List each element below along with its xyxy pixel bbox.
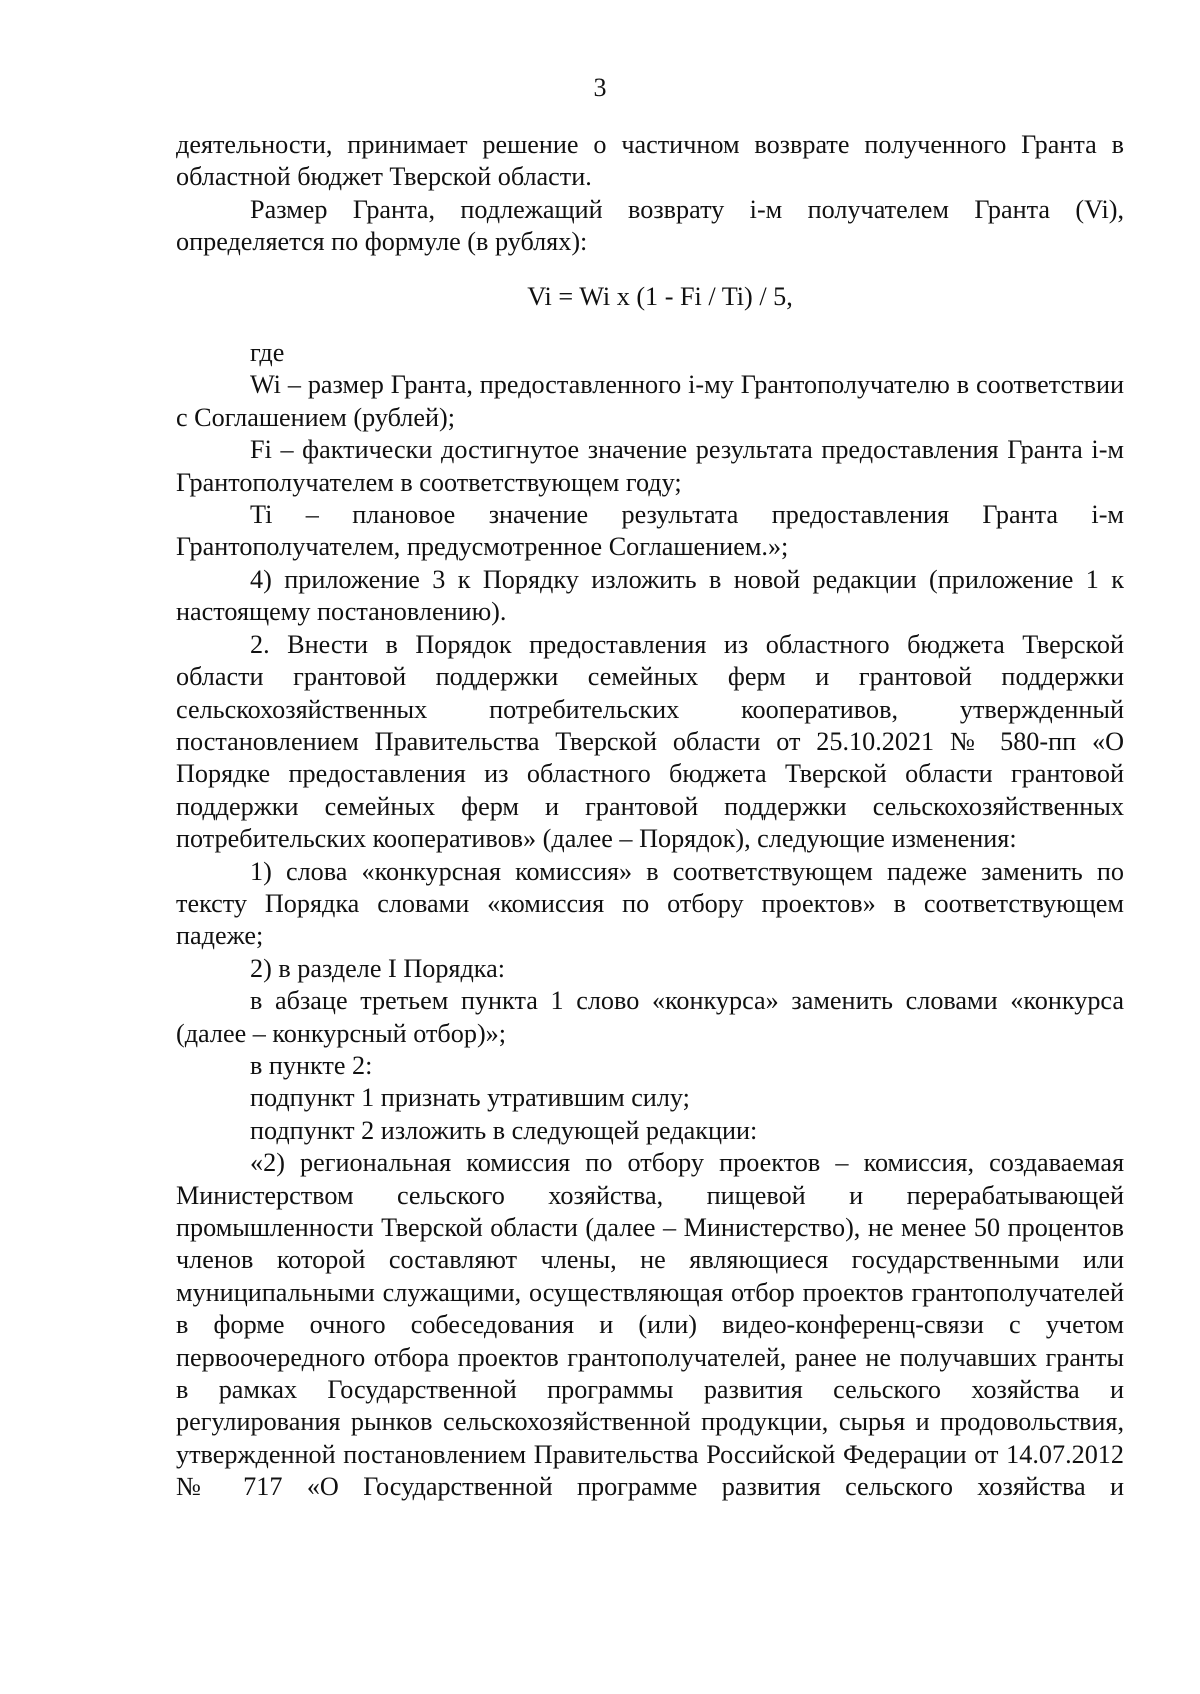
paragraph-subclause-2: подпункт 2 изложить в следующей редакции:	[250, 1115, 758, 1145]
paragraph-regional-commission: «2) региональная комиссия по отбору проектов – комиссия, создаваемая Министерством сельского хозяйства, пищевой и перерабатывающей промышленности Тверской области (далее – Министерство), не менее 50 процентов членов которой составляют члены, не являющиеся государственными или муниципальными служащими, осуществляющая отбор проектов грантополучателей в форме очного собеседования и (или) видео-конференц-связи с учетом первоочередного отбора проектов грантополучателей, ранее не получавших гранты в рамках Государственной программы развития сельского хозяйства и регулирования рынков сельскохозяйственной продукции, сырья и продовольствия, утвержденной постановлением Правительства Российской Федерации от 14.07.2012 № 717 «О Государственной программе развития сельского хозяйства и	[176, 1148, 1124, 1502]
paragraph-clause-1: в абзаце третьем пункта 1 слово «конкурса» заменить словами «конкурса (далее – конкурсный отбор)»;	[176, 986, 1124, 1048]
page-number: 3	[593, 73, 607, 102]
paragraph-subitem-1: 1) слова «конкурсная комиссия» в соответствующем падеже заменить по тексту Порядка словами «комиссия по отбору проектов» в соответствующем падеже;	[176, 856, 1124, 951]
definition-fi: Fi – фактически достигнутое значение результата предоставления Гранта i-м Грантополучателем в соответствующем году;	[176, 435, 1124, 497]
paragraph-where: где	[250, 338, 285, 368]
paragraph-subclause-1: подпункт 1 признать утратившим силу;	[250, 1083, 690, 1113]
definition-ti: Ti – плановое значение результата предоставления Гранта i-м Грантополучателем, предусмотренное Соглашением.»;	[176, 500, 1124, 562]
paragraph-return-size: Размер Гранта, подлежащий возврату i-м получателем Гранта (Vi), определяется по формуле (в рублях):	[176, 194, 1124, 257]
paragraph-item-4: 4) приложение 3 к Порядку изложить в новой редакции (приложение 1 к настоящему постановлению).	[176, 564, 1124, 627]
formula: Vi = Wi x (1 - Fi / Ti) / 5,	[527, 281, 793, 311]
definition-wi: Wi – размер Гранта, предоставленного i-му Грантополучателю в соответствии с Соглашением (рублей);	[176, 370, 1124, 432]
paragraph-clause-2: в пункте 2:	[250, 1050, 373, 1080]
paragraph-return-decision: деятельности, принимает решение о частичном возврате полученного Гранта в областной бюджет Тверской области.	[176, 130, 1124, 192]
paragraph-subitem-2: 2) в разделе I Порядка:	[250, 953, 506, 983]
document-body	[176, 129, 1124, 1504]
paragraph-section-2: 2. Внести в Порядок предоставления из областного бюджета Тверской области грантовой поддержки семейных ферм и грантовой поддержки сельскохозяйственных потребительских кооперативов, утвержденный постановлением Правительства Тверской области от 25.10.2021 № 580-пп «О Порядке предоставления из областного бюджета Тверской области грантовой поддержки семейных ферм и грантовой поддержки сельскохозяйственных потребительских кооперативов» (далее – Порядок), следующие изменения:	[176, 629, 1124, 854]
